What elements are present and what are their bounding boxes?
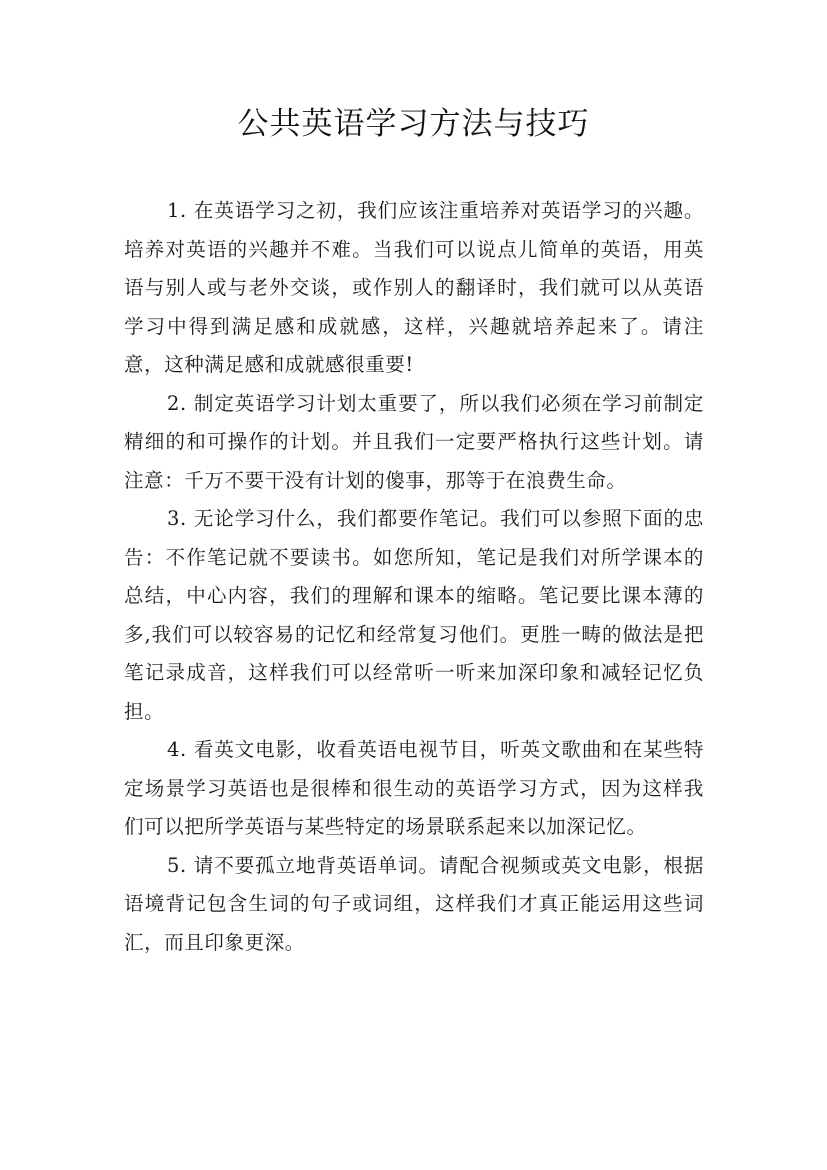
paragraph-1: 1. 在英语学习之初，我们应该注重培养对英语学习的兴趣。培养对英语的兴趣并不难。当我们可以说点儿简单的英语，用英语与别人或与老外交谈，或作别人的翻译时，我们就可以从英语学习中得到满足感和成就感，这样，兴趣就培养起来了。请注意，这种满足感和成就感很重要! [124,199,704,376]
document-title: 公共英语学习方法与技巧 [237,106,590,142]
document-body [124,192,704,962]
paragraph-2: 2. 制定英语学习计划太重要了，所以我们必须在学习前制定精细的和可操作的计划。并且我们一定要严格执行这些计划。请注意：千万不要干没有计划的傻事，那等于在浪费生命。 [124,391,704,492]
paragraph-5: 5. 请不要孤立地背英语单词。请配合视频或英文电影，根据语境背记包含生词的句子或词组，这样我们才真正能运用这些词汇，而且印象更深。 [124,853,704,954]
paragraph-4: 4. 看英文电影，收看英语电视节目，听英文歌曲和在某些特定场景学习英语也是很棒和很生动的英语学习方式，因为这样我们可以把所学英语与某些特定的场景联系起来以加深记忆。 [124,738,704,838]
paragraph-3: 3. 无论学习什么，我们都要作笔记。我们可以参照下面的忠告：不作笔记就不要读书。如您所知，笔记是我们对所学课本的总结，中心内容，我们的理解和课本的缩略。笔记要比课本薄的多,我们可以较容易的记忆和经常复习他们。更胜一畴的做法是把笔记录成音，这样我们可以经常听一听来加深印象和减轻记忆负担。 [124,507,704,723]
